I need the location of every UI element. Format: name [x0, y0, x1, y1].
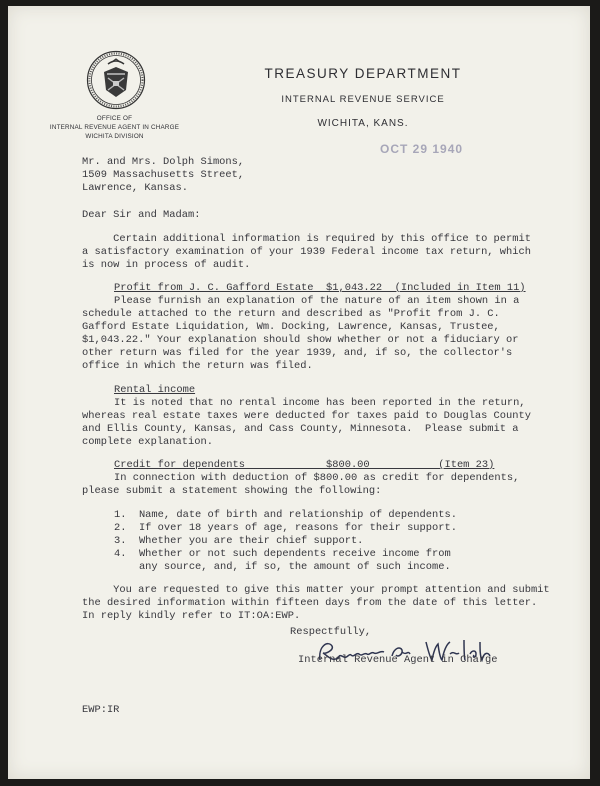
- letter-page: [8, 6, 590, 779]
- service-name: INTERNAL REVENUE SERVICE: [281, 94, 445, 105]
- body-line: and Ellis County, Kansas, and Cass County, Minnesota. Please submit a: [82, 423, 519, 435]
- closing-line: You are requested to give this matter your prompt attention and submit: [82, 584, 550, 596]
- body-line: complete explanation.: [82, 436, 213, 448]
- department-name: TREASURY DEPARTMENT: [264, 66, 462, 81]
- address-line: 1509 Massachusetts Street,: [82, 169, 245, 181]
- address-line: Lawrence, Kansas.: [82, 182, 189, 194]
- date-stamp: OCT 29 1940: [380, 142, 464, 156]
- intro-line: is now in process of audit.: [82, 259, 251, 271]
- list-item: 3. Whether you are their chief support.: [114, 535, 364, 547]
- intro-line: Certain additional information is required by this office to permit: [82, 233, 531, 245]
- section-heading-dependents: Credit for dependents $800.00 (Item 23): [114, 459, 495, 471]
- salutation: Dear Sir and Madam:: [82, 209, 201, 221]
- body-line: whereas real estate taxes were deducted for taxes paid to Douglas County: [82, 410, 531, 422]
- treasury-seal-icon: [86, 50, 146, 110]
- list-item: 4. Whether or not such dependents receive income from: [114, 548, 451, 560]
- office-location: WICHITA, KANS.: [317, 118, 409, 129]
- section-heading-rental: Rental income: [114, 384, 196, 396]
- address-line: Mr. and Mrs. Dolph Simons,: [82, 156, 245, 168]
- valediction: Respectfully,: [290, 626, 372, 638]
- intro-line: a satisfactory examination of your 1939 Federal income tax return, which: [82, 246, 531, 258]
- body-line: Please furnish an explanation of the nature of an item shown in a: [114, 295, 520, 307]
- body-line: schedule attached to the return and described as "Profit from J. C.: [82, 308, 500, 320]
- section-heading-gafford: Profit from J. C. Gafford Estate $1,043.22 (Included in Item 11): [114, 282, 526, 294]
- closing-line: In reply kindly refer to IT:OA:EWP.: [82, 610, 301, 622]
- reference-initials: EWP:IR: [82, 704, 120, 716]
- list-item: 1. Name, date of birth and relationship of dependents.: [114, 509, 457, 521]
- closing-line: the desired information within fifteen days from the date of this letter.: [82, 597, 538, 609]
- body-line: $1,043.22." Your explanation should show whether or not a fiduciary or: [82, 334, 519, 346]
- list-item: any source, and, if so, the amount of such income.: [114, 561, 451, 573]
- office-block: [32, 114, 197, 141]
- body-line: In connection with deduction of $800.00 as credit for dependents,: [114, 472, 520, 484]
- department-heading: [248, 66, 478, 130]
- body-line: please submit a statement showing the following:: [82, 485, 382, 497]
- body-line: office in which the return was filed.: [82, 360, 313, 372]
- body-line: other return was filed for the year 1939, and, if so, the collector's: [82, 347, 513, 359]
- office-line: INTERNAL REVENUE AGENT IN CHARGE: [49, 124, 180, 131]
- list-item: 2. If over 18 years of age, reasons for their support.: [114, 522, 457, 534]
- signer-title: Internal Revenue Agent in Charge: [298, 654, 498, 666]
- body-line: Gafford Estate Liquidation, Wm. Docking, Lawrence, Kansas, Trustee,: [82, 321, 500, 333]
- body-line: It is noted that no rental income has been reported in the return,: [114, 397, 526, 409]
- office-line: OFFICE OF: [96, 115, 133, 122]
- office-line: WICHITA DIVISION: [85, 133, 144, 140]
